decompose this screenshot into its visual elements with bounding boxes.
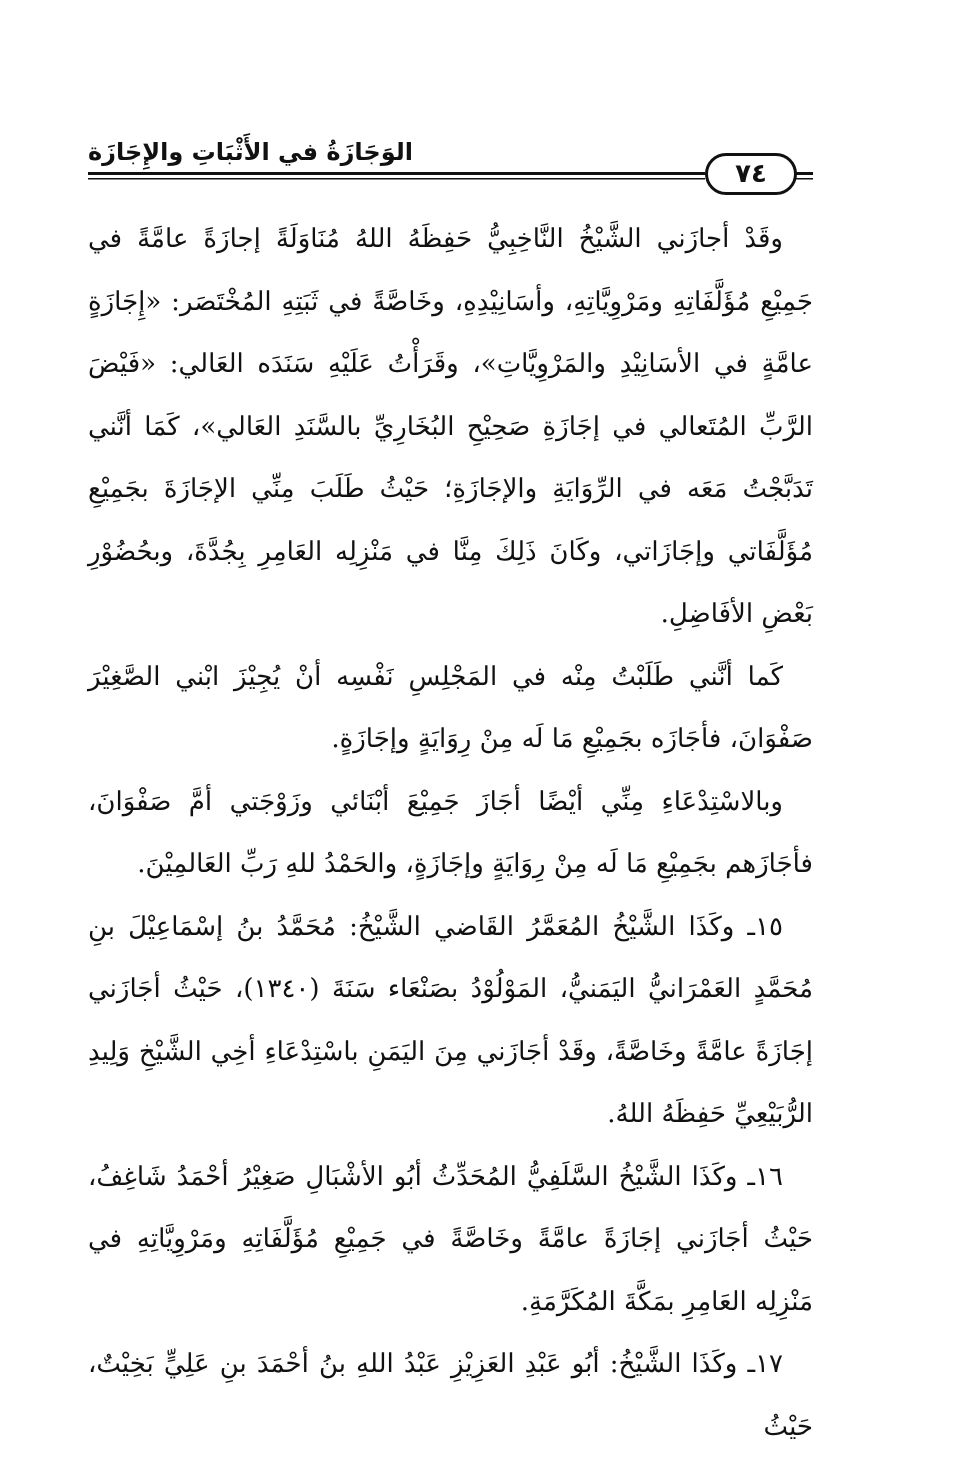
page-body bbox=[88, 208, 813, 1458]
paragraph-4: ١٥ـ وكَذَا الشَّيْخُ المُعَمَّرُ القَاضي الشَّيْخُ: مُحَمَّدُ بنُ إسْمَاعِيْلَ بنِ مُحَمَّدٍ العَمْرَانيُّ اليَمَنيُّ، المَوْلُوْدُ بصَنْعَاء سَنَةَ (١٣٤٠)، حَيْثُ أجَازَني إجَازَةً عامَّةً وخَاصَّةً، وقَدْ أجَازَني مِنَ اليَمَنِ باسْتِدْعَاءِ أخِي الشَّيْخِ وَلِيدِ الرُّبَيْعِيِّ حَفِظَهُ اللهُ. bbox=[88, 911, 813, 1129]
paragraph-2: كَما أنَّني طَلَبْتُ مِنْه في المَجْلِسِ نَفْسِه أنْ يُجِيْزَ ابْني الصَّغِيْرَ صَفْوَانَ، فأجَازَه بجَمِيْعِ مَا لَه مِنْ رِوَايَةٍ وإجَازَةٍ. bbox=[88, 661, 813, 754]
paragraph-1: وقَدْ أجازَني الشَّيْخُ النَّاخِبِيُّ حَفِظَهُ اللهُ مُنَاوَلَةً إجازَةً عامَّةً في جَمِيْعِ مُؤَلَّفَاتِهِ ومَرْوِيَّاتِهِ، وأسَانِيْدِهِ، وخَاصَّةً في ثَبَتِهِ المُخْتَصَر: «إِجَازَةٍ عامَّةٍ في الأسَانِيْدِ والمَرْوِيَّاتِ»، وقَرَأْتُ عَلَيْهِ سَنَدَه العَالي: «فَيْضَ الرَّبِّ المُتَعالي في إجَازَةِ صَحِيْحِ البُخَارِيِّ بالسَّنَدِ العَالي»، كَمَا أنَّني تَدَبَّجْتُ مَعَه في الرِّوَايَةِ والإجَازَةِ؛ حَيْثُ طَلَبَ مِنِّي الإجَازَةَ بجَمِيْعِ مُؤَلَّفَاتي وإجَازَاتي، وكَانَ ذَلِكَ مِنَّا في مَنْزِلِه العَامِرِ بِجُدَّةَ، وبحُضُوْرِ بَعْضِ الأفَاضِلِ. bbox=[88, 224, 813, 629]
page-header bbox=[88, 128, 813, 198]
paragraph-3: وبالاسْتِدْعَاءِ مِنِّي أيْضًا أجَازَ جَمِيْعَ أبْنَائي وزَوْجَتي أمَّ صَفْوَانَ، فأجَازَهم بجَمِيْعِ مَا لَه مِنْ رِوَايَةٍ وإجَازَةٍ، والحَمْدُ للهِ رَبِّ العَالمِيْنَ. bbox=[88, 786, 813, 879]
running-title: الوَجَازَةُ في الأَثْبَاتِ والإِجَازَة bbox=[88, 138, 413, 166]
page-number: ٧٤ bbox=[705, 153, 797, 195]
paragraph-6: ١٧ـ وكَذَا الشَّيْخُ: أبُو عَبْدِ العَزِيْزِ عَبْدُ اللهِ بنُ أحْمَدَ بنِ عَلِيٍّ بَخِيْتٌ، حَيْثُ bbox=[88, 1349, 813, 1442]
paragraph-5: ١٦ـ وكَذَا الشَّيْخُ السَّلَفِيُّ المُحَدِّثُ أبُو الأشْبَالِ صَغِيْرُ أحْمَدُ شَاغِفُ، حَيْثُ أجَازَني إجَازَةً عامَّةً وخَاصَّةً في جَمِيْعِ مُؤَلَّفَاتِهِ ومَرْوِيَّاتِهِ في مَنْزِلِه العَامِرِ بمَكَّةَ المُكَرَّمَةِ. bbox=[88, 1161, 813, 1317]
